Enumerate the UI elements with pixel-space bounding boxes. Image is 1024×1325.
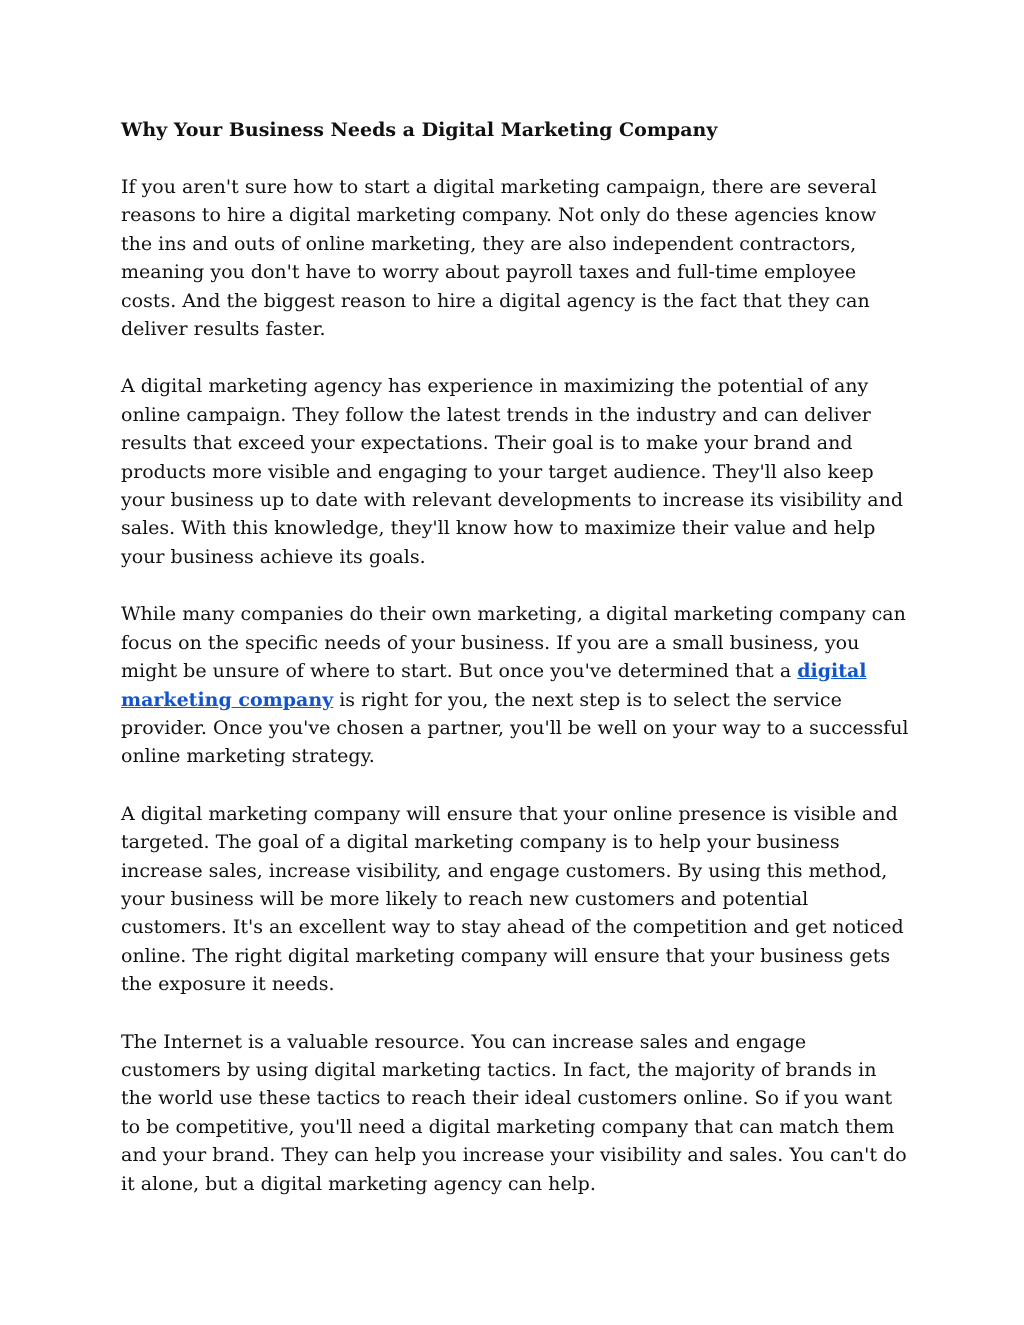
- document-page: [121, 116, 911, 1227]
- paragraph-5: The Internet is a valuable resource. You can increase sales and engage customers by using digital marketing tactics. In fact, the majority of brands in the world use these tactics to reach their ideal customers online. So if you want to be competitive, you'll need a digital marketing company that can match them and your brand. They can help you increase your visibility and sales. You can't do it alone, but a digital marketing agency can help.: [121, 1030, 907, 1195]
- paragraph-4: A digital marketing company will ensure that your online presence is visible and targeted. The goal of a digital marketing company is to help your business increase sales, increase visibility, and engage customers. By using this method, your business will be more likely to reach new customers and potential customers. It's an excellent way to stay ahead of the competition and get noticed online. The right digital marketing company will ensure that your business gets the exposure it needs.: [121, 802, 904, 996]
- paragraph-2: A digital marketing agency has experience in maximizing the potential of any online campaign. They follow the latest trends in the industry and can deliver results that exceed your expectations. Their goal is to make your brand and products more visible and engaging to your target audience. They'll also keep your business up to date with relevant developments to increase its visibility and sales. With this knowledge, they'll know how to maximize their value and help your business achieve its goals.: [121, 375, 904, 568]
- paragraph-3-after-link: is right for you, the next step is to select the service provider. Once you've chosen a partner, you'll be well on your way to a successful online marketing strategy.: [121, 688, 909, 768]
- paragraph-3-before-link: While many companies do their own marketing, a digital marketing company can focus on the specific needs of your business. If you are a small business, you might be unsure of where to start. But once you've determined that a: [121, 603, 906, 683]
- paragraph-1: If you aren't sure how to start a digital marketing campaign, there are several reasons to hire a digital marketing company. Not only do these agencies know the ins and outs of online marketing, they are also independent contractors, meaning you don't have to worry about payroll taxes and full-time employee costs. And the biggest reason to hire a digital agency is the fact that they can deliver results faster.: [121, 176, 877, 341]
- digital-marketing-company-link[interactable]: digital marketing company: [121, 660, 867, 711]
- paragraph-3: [121, 600, 911, 770]
- document-title: Why Your Business Needs a Digital Marketing Company: [121, 119, 718, 141]
